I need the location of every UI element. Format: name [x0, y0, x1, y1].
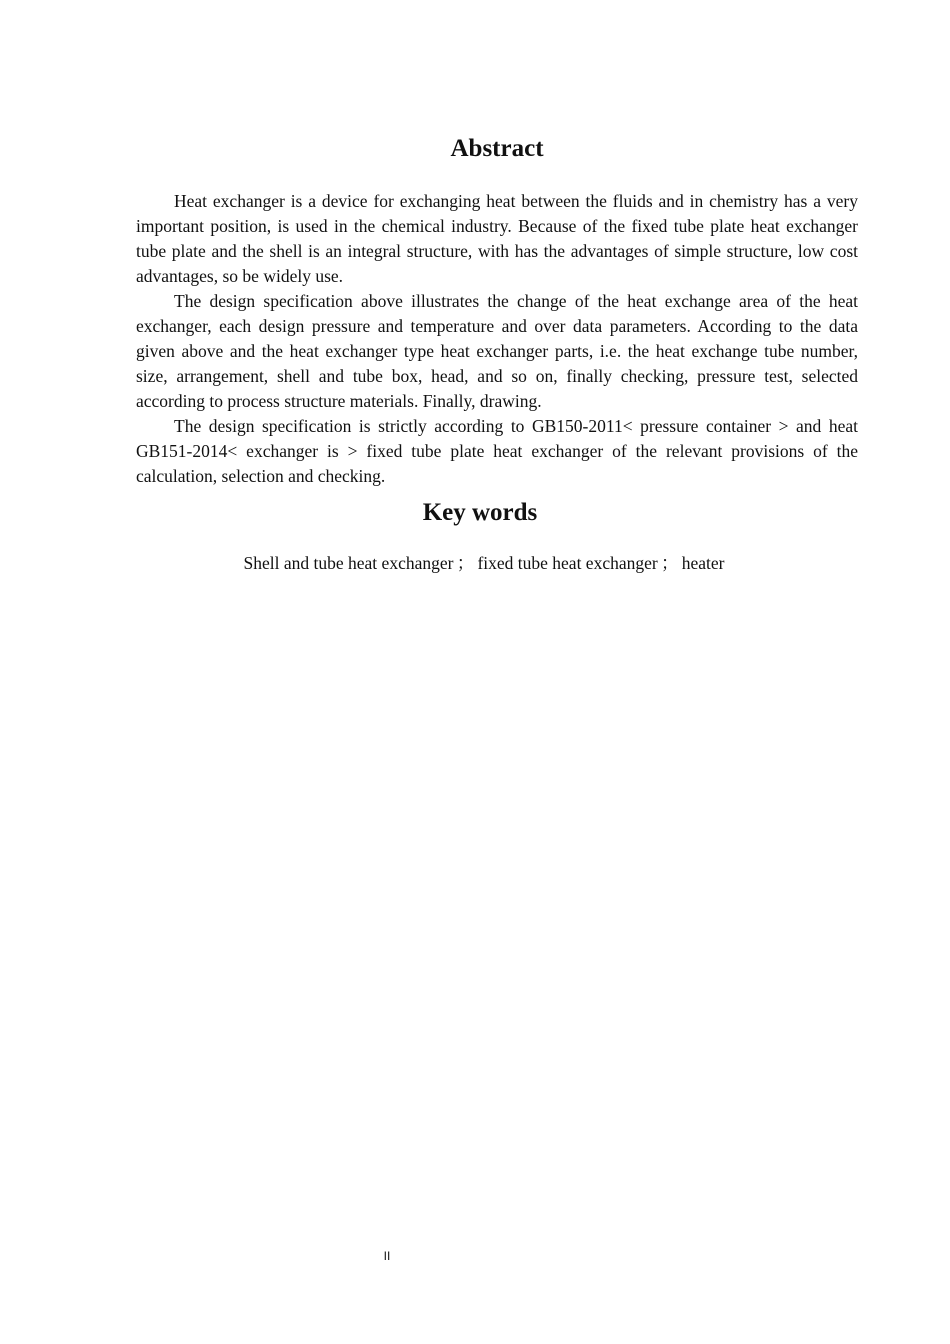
keyword-item: fixed tube heat exchanger — [477, 553, 658, 573]
keywords-title: Key words — [422, 499, 538, 526]
abstract-paragraph-2: The design specification above illustrates the change of the heat exchange area of the heat exchanger, each design pressure and temperature and over data parameters. According to the data given above and the heat exchanger type heat exchanger parts, i.e. the heat exchange tube number, size, arrangement, shell and tube box, head, and so on, finally checking, pressure test, selected according to process structure materials. Finally, drawing. — [136, 291, 858, 411]
keyword-item: Shell and tube heat exchanger — [243, 553, 454, 573]
keywords-list — [136, 551, 832, 576]
page-number: II — [383, 1249, 391, 1263]
abstract-paragraph-3: The design specification is strictly according to GB150-2011< pressure container > and heat GB151-2014< exchanger is > fixed tube plate heat exchanger of the relevant provisions of the calculation, selection and checking. — [136, 416, 858, 486]
abstract-title: Abstract — [450, 135, 544, 162]
abstract-body — [136, 189, 858, 489]
keyword-separator: ； — [660, 553, 679, 573]
abstract-paragraph-1: Heat exchanger is a device for exchanging heat between the fluids and in chemistry has a very important position, is used in the chemical industry. Because of the fixed tube plate heat exchanger tube plate and the shell is an integral structure, with has the advantages of simple structure, low cost advantages, so be widely use. — [136, 191, 858, 286]
keyword-item: heater — [681, 553, 725, 573]
keyword-separator: ； — [456, 553, 475, 573]
